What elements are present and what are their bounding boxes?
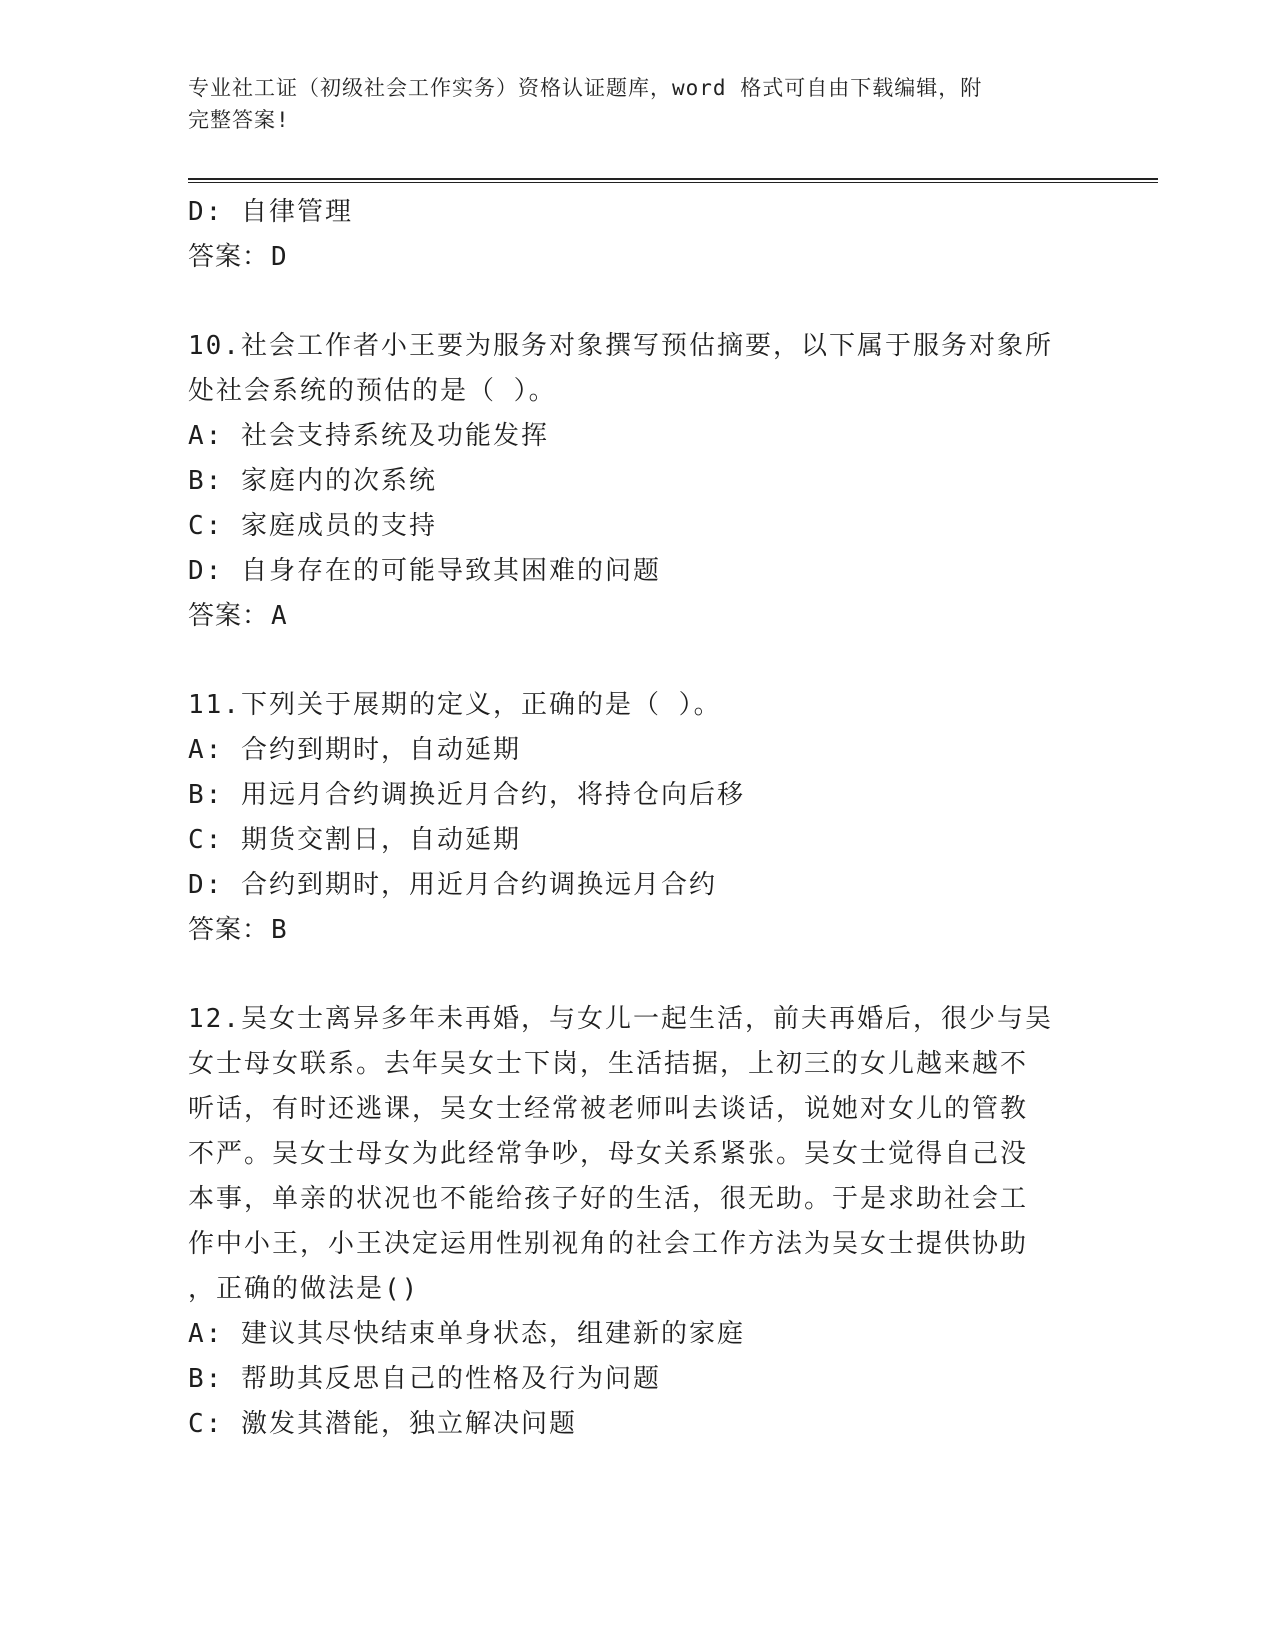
q12-stem-line-1: 12.吴女士离异多年未再婚，与女儿一起生活，前夫再婚后，很少与吴	[188, 1004, 1053, 1034]
q11-option-b: B: 用远月合约调换近月合约，将持仓向后移	[188, 780, 745, 810]
document-body	[188, 190, 1088, 1447]
header-divider	[188, 178, 1158, 183]
answer-value: A	[271, 601, 288, 631]
q11-option-c: C: 期货交割日，自动延期	[188, 825, 521, 855]
q12-stem-line-6: 作中小王，小王决定运用性别视角的社会工作方法为吴女士提供协助	[188, 1229, 1029, 1259]
q10-option-c: C: 家庭成员的支持	[188, 511, 437, 541]
q10-stem-line-2: 处社会系统的预估的是（ ）。	[188, 376, 557, 406]
header-line-2: 完整答案!	[188, 108, 290, 132]
q12-stem-line-5: 本事，单亲的状况也不能给孩子好的生活，很无助。于是求助社会工	[188, 1184, 1029, 1214]
q12-option-a: A: 建议其尽快结束单身状态，组建新的家庭	[188, 1319, 745, 1349]
q10-answer	[188, 594, 1088, 639]
q12-stem-line-4: 不严。吴女士母女为此经常争吵，母女关系紧张。吴女士觉得自己没	[188, 1139, 1029, 1169]
q12-option-b: B: 帮助其反思自己的性格及行为问题	[188, 1364, 661, 1394]
answer-value: D	[271, 242, 288, 272]
q11-stem-line-1: 11.下列关于展期的定义，正确的是（ ）。	[188, 690, 722, 720]
q11-answer	[188, 908, 1088, 953]
q11-option-a: A: 合约到期时，自动延期	[188, 735, 521, 765]
answer-label: 答案：	[188, 601, 270, 631]
question-12	[188, 997, 1088, 1447]
q12-stem-line-2: 女士母女联系。去年吴女士下岗，生活拮据，上初三的女儿越来越不	[188, 1049, 1029, 1079]
q12-stem-line-7: ，正确的做法是()	[188, 1274, 420, 1304]
q10-option-d: D: 自身存在的可能导致其困难的问题	[188, 556, 661, 586]
answer-label: 答案：	[188, 915, 270, 945]
q9-option-d: D: 自律管理	[188, 197, 353, 227]
header-line-1: 专业社工证（初级社会工作实务）资格认证题库，word 格式可自由下载编辑，附	[188, 76, 983, 100]
q10-option-b: B: 家庭内的次系统	[188, 466, 437, 496]
q10-option-a: A: 社会支持系统及功能发挥	[188, 421, 549, 451]
q10-stem-line-1: 10.社会工作者小王要为服务对象撰写预估摘要，以下属于服务对象所	[188, 331, 1053, 361]
question-10	[188, 324, 1088, 639]
q12-option-c: C: 激发其潜能，独立解决问题	[188, 1409, 577, 1439]
question-11	[188, 683, 1088, 953]
answer-label: 答案：	[188, 242, 270, 272]
question-9-tail	[188, 190, 1088, 280]
answer-value: B	[271, 915, 288, 945]
page-header	[188, 72, 1088, 136]
q12-stem-line-3: 听话，有时还逃课，吴女士经常被老师叫去谈话，说她对女儿的管教	[188, 1094, 1029, 1124]
q9-answer	[188, 235, 1088, 280]
q11-option-d: D: 合约到期时，用近月合约调换远月合约	[188, 870, 717, 900]
